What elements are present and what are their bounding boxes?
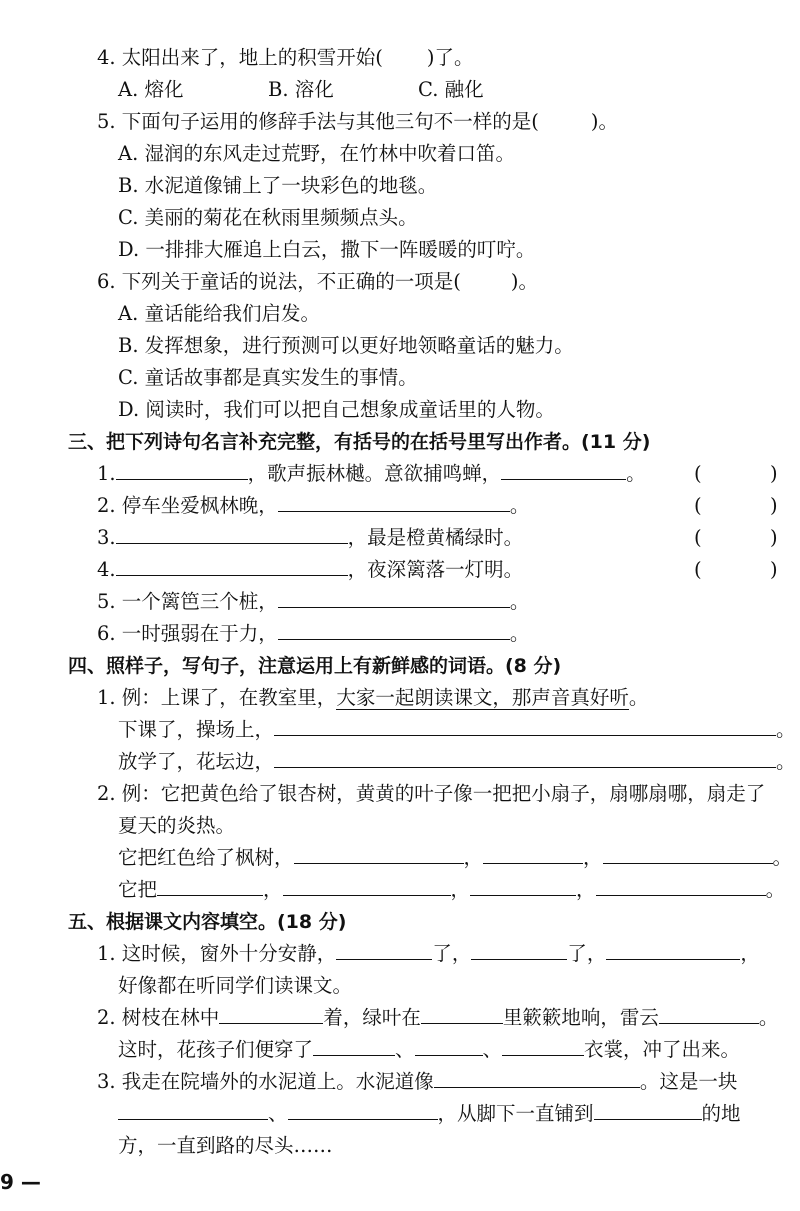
author-paren-open: (	[694, 494, 702, 517]
poem-line-4: 4. ，夜深篱落一灯明。	[97, 558, 524, 581]
q4-option-a[interactable]: A. 熔化	[118, 78, 184, 101]
example-underlined-phrase: 大家一起朗读课文，那声音真好听	[336, 686, 629, 709]
author-paren-open: (	[694, 558, 702, 581]
q5-option-b[interactable]: B. 水泥道像铺上了一块彩色的地毯。	[118, 174, 438, 197]
author-paren-close: )	[770, 494, 778, 517]
q4-stem: 4. 太阳出来了，地上的积雪开始( )了。	[97, 46, 474, 69]
fill-blank[interactable]	[606, 941, 740, 960]
poem-line-1: 1. ，歌声振林樾。意欲捕鸣蝉， 。	[97, 462, 646, 485]
write-blank[interactable]	[294, 845, 464, 864]
fill-line-2: 2. 树枝在林中 着，绿叶在 里簌簌地响，雷云 。	[97, 1006, 779, 1029]
author-paren-close: )	[770, 462, 778, 485]
q4-option-b[interactable]: B. 溶化	[268, 78, 334, 101]
poem-line-2: 2. 停车坐爱枫林晚， 。	[97, 494, 530, 517]
example-2-line-1: 2. 例：它把黄色给了银杏树，黄黄的叶子像一把把小扇子，扇哪扇哪，扇走了	[97, 782, 766, 805]
example-1: 1. 例：上课了，在教室里，大家一起朗读课文，那声音真好听。	[97, 686, 649, 709]
author-paren-close: )	[770, 526, 778, 549]
fill-blank[interactable]	[421, 1005, 503, 1024]
q6-option-b[interactable]: B. 发挥想象，进行预测可以更好地领略童话的魅力。	[118, 334, 574, 357]
fill-blank[interactable]	[659, 1005, 759, 1024]
q6-option-a[interactable]: A. 童话能给我们启发。	[118, 302, 320, 325]
section-4-heading: 四、照样子，写句子，注意运用上有新鲜感的词语。(8 分)	[68, 655, 562, 677]
example-2-line-2: 夏天的炎热。	[118, 814, 236, 837]
poem-blank[interactable]	[278, 621, 510, 640]
fill-blank[interactable]	[219, 1005, 323, 1024]
fill-line-3: 3. 我走在院墙外的水泥道上。水泥道像 。这是一块	[97, 1070, 738, 1093]
write-blank[interactable]	[596, 877, 766, 896]
write-blank[interactable]	[274, 717, 776, 736]
write-line-3: 它把红色给了枫树， ， ， 。	[118, 846, 793, 869]
fill-line-3c: 方，一直到路的尽头……	[118, 1134, 333, 1157]
write-blank[interactable]	[470, 877, 576, 896]
fill-blank[interactable]	[434, 1069, 640, 1088]
fill-line-2b: 这时，花孩子们便穿了 、 、 衣裳，冲了出来。	[118, 1038, 741, 1061]
fill-line-3b: 、 ，从脚下一直铺到 的地	[118, 1101, 741, 1127]
fill-blank[interactable]	[415, 1037, 483, 1056]
fill-blank[interactable]	[118, 1101, 268, 1120]
poem-line-6: 6. 一时强弱在于力， 。	[97, 622, 530, 645]
fill-blank[interactable]	[502, 1037, 584, 1056]
section-5-heading: 五、根据课文内容填空。(18 分)	[68, 911, 347, 933]
poem-blank[interactable]	[116, 557, 348, 576]
author-paren-close: )	[770, 558, 778, 581]
page-number: 9 —	[0, 1170, 41, 1194]
q4-option-c[interactable]: C. 融化	[418, 78, 484, 101]
write-line-4: 它把 ， ， ， 。	[118, 878, 786, 901]
write-blank[interactable]	[157, 877, 263, 896]
fill-blank[interactable]	[471, 941, 567, 960]
author-paren-open: (	[694, 526, 702, 549]
q5-option-a[interactable]: A. 湿润的东风走过荒野，在竹林中吹着口笛。	[118, 142, 515, 165]
poem-blank[interactable]	[278, 589, 510, 608]
write-blank[interactable]	[483, 845, 583, 864]
section-3-heading: 三、把下列诗句名言补充完整，有括号的在括号里写出作者。(11 分)	[68, 431, 651, 453]
fill-blank[interactable]	[313, 1037, 395, 1056]
author-paren-open: (	[694, 462, 702, 485]
poem-line-3: 3. ，最是橙黄橘绿时。	[97, 526, 524, 549]
fill-line-1: 1. 这时候，窗外十分安静， 了， 了， ，	[97, 942, 760, 965]
q6-option-d[interactable]: D. 阅读时，我们可以把自己想象成童话里的人物。	[118, 398, 555, 421]
fill-blank[interactable]	[288, 1101, 438, 1120]
fill-blank[interactable]	[336, 941, 432, 960]
poem-blank[interactable]	[278, 493, 510, 512]
fill-blank[interactable]	[594, 1101, 702, 1120]
write-blank[interactable]	[283, 877, 451, 896]
write-blank[interactable]	[274, 749, 776, 768]
q6-option-c[interactable]: C. 童话故事都是真实发生的事情。	[118, 366, 418, 389]
poem-blank[interactable]	[116, 525, 348, 544]
poem-blank[interactable]	[501, 461, 626, 480]
q6-stem: 6. 下列关于童话的说法，不正确的一项是( )。	[97, 270, 539, 293]
q5-option-c[interactable]: C. 美丽的菊花在秋雨里频频点头。	[118, 206, 418, 229]
write-blank[interactable]	[603, 845, 773, 864]
q5-option-d[interactable]: D. 一排排大雁追上白云，撒下一阵暖暖的叮咛。	[118, 238, 536, 261]
write-line-1: 下课了，操场上， 。	[118, 718, 796, 741]
poem-blank[interactable]	[116, 461, 248, 480]
fill-line-1b: 好像都在听同学们读课文。	[118, 974, 353, 997]
write-line-2: 放学了，花坛边， 。	[118, 750, 796, 773]
q5-stem: 5. 下面句子运用的修辞手法与其他三句不一样的是( )。	[97, 110, 619, 133]
poem-line-5: 5. 一个篱笆三个桩， 。	[97, 590, 530, 613]
